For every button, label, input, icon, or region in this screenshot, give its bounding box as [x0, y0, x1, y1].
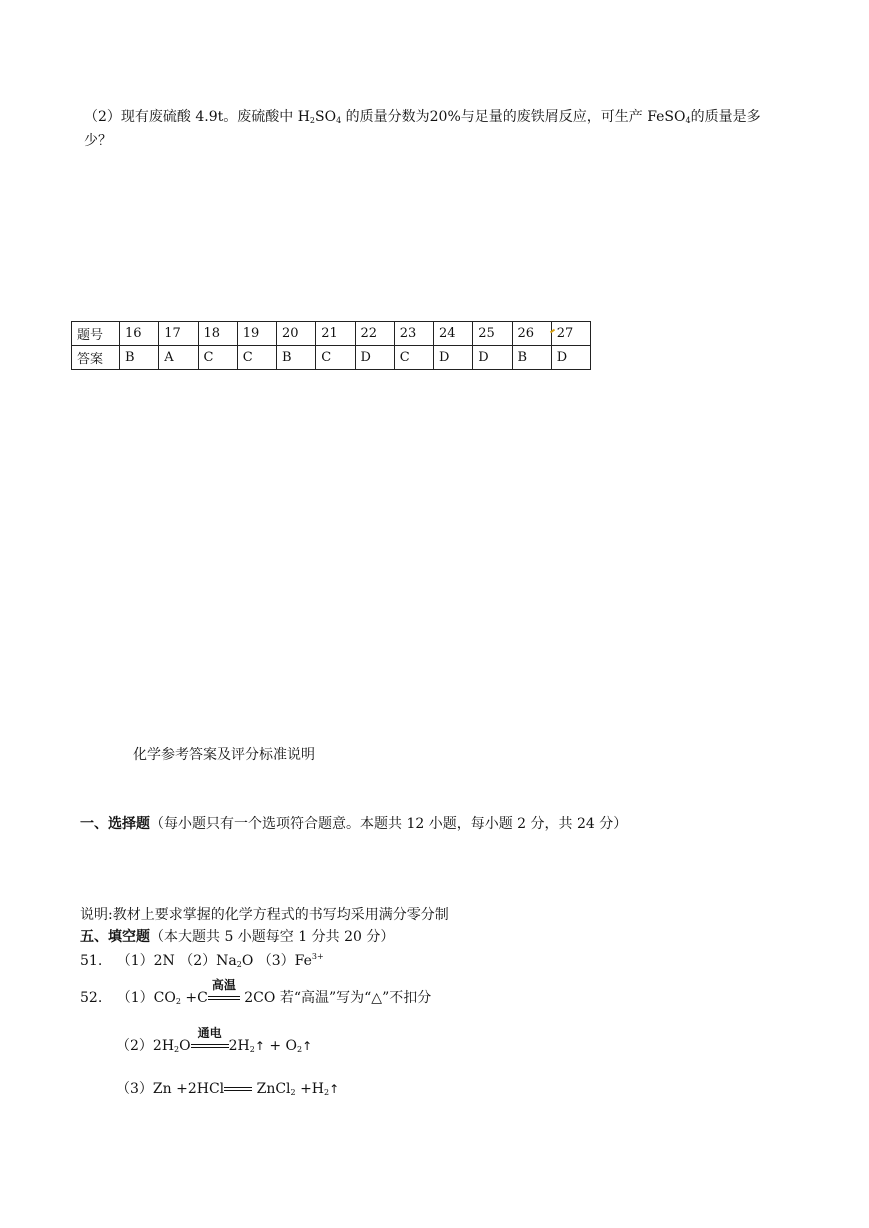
q52-3-text-b: ZnCl [252, 1081, 291, 1097]
section-1-heading: 一、选择题 [80, 816, 150, 832]
page-title: 化学参考答案及评分标准说明 [133, 747, 315, 763]
q52-sub: 2 [174, 1045, 180, 1054]
table-cell: B [120, 346, 159, 370]
question-51 [80, 950, 324, 970]
section-1-desc: （每小题只有一个选项符合题意。本题共 12 小题，每小题 2 分，共 24 分） [150, 816, 628, 832]
condition-label: 通电 [197, 1026, 222, 1040]
gas-arrow-icon: ↑ [254, 1039, 265, 1053]
question-52-line-3 [116, 1078, 339, 1098]
section-5-heading: 五、填空题 [80, 929, 150, 945]
table-answer-label: 答案 [72, 346, 120, 370]
section-5 [80, 926, 394, 946]
equals-sign [208, 996, 240, 1000]
q52-2-text-d: + O [264, 1038, 297, 1054]
table-cell: 18 [198, 322, 237, 346]
table-cell: 22 [355, 322, 394, 346]
table-cell: 19 [237, 322, 276, 346]
table-header-label: 题号 [72, 322, 120, 346]
q51-number: 51. [80, 953, 103, 969]
section-1 [80, 813, 627, 833]
answer-table [71, 321, 591, 370]
q2-sub: 4 [685, 116, 691, 125]
q2-text-a: （2）现有废硫酸 4.9t。废硫酸中 H [84, 109, 310, 125]
q52-sub: 2 [324, 1088, 330, 1097]
table-cell: A [159, 346, 198, 370]
table-cell: B [277, 346, 316, 370]
reaction-equals [224, 1081, 252, 1097]
table-cell: D [434, 346, 473, 370]
table-cell: C [394, 346, 433, 370]
q52-sub: 2 [249, 1045, 255, 1054]
question-52-line-1 [80, 978, 432, 1007]
q2-text-b: SO [315, 109, 337, 125]
q52-sub: 2 [297, 1045, 303, 1054]
condition-label: 高温 [211, 978, 236, 992]
q52-number: 52. [80, 990, 103, 1006]
q51-sup: 3+ [311, 952, 324, 961]
table-cell: C [198, 346, 237, 370]
table-cell: 24 [434, 322, 473, 346]
q52-sub: 2 [290, 1088, 296, 1097]
equals-sign [224, 1087, 252, 1091]
q52-3-text-a: （3）Zn +2HCl [116, 1081, 225, 1097]
table-cell-text: 27 [556, 326, 574, 341]
pen-mark-icon [550, 329, 555, 334]
table-cell: 21 [316, 322, 355, 346]
table-cell: D [473, 346, 512, 370]
table-cell: 25 [473, 322, 512, 346]
gas-arrow-icon: ↑ [329, 1082, 340, 1096]
table-cell [551, 322, 590, 346]
section-5-desc: （本大题共 5 小题每空 1 分共 20 分） [150, 929, 395, 945]
table-cell: 23 [394, 322, 433, 346]
q2-text-c: 的质量分数为20%与足量的废铁屑反应，可生产 FeSO [341, 109, 686, 125]
q51-text-a: （1）2N （2）Na [116, 953, 237, 969]
equals-sign [191, 1044, 229, 1048]
question-2-line-2: 少？ [84, 133, 112, 149]
q2-sub: 4 [336, 116, 342, 125]
q52-1-text-c: 2CO 若“高温”写为“△”不扣分 [239, 990, 432, 1006]
q52-2-text-a: （2）2H [116, 1038, 175, 1054]
q52-2-text-b: O [179, 1038, 191, 1054]
table-cell: 20 [277, 322, 316, 346]
reaction-condition [191, 1026, 229, 1054]
table-row-numbers [72, 322, 591, 346]
q52-sub: 2 [175, 997, 181, 1006]
question-52-line-2 [116, 1026, 313, 1055]
q51-sub: 2 [236, 960, 242, 969]
q52-3-text-c: +H [295, 1081, 325, 1097]
q2-sub: 2 [309, 116, 316, 125]
table-row-answers [72, 346, 591, 370]
table-cell: 26 [512, 322, 551, 346]
table-cell: 16 [120, 322, 159, 346]
q2-text-d: 的质量是多 [690, 109, 761, 125]
table-cell: 17 [159, 322, 198, 346]
q51-text-b: O （3）Fe [241, 953, 312, 969]
q52-1-text-b: +C [180, 990, 208, 1006]
table-cell: C [237, 346, 276, 370]
table-cell: D [551, 346, 590, 370]
table-cell: B [512, 346, 551, 370]
question-2-line-1 [84, 106, 761, 126]
q52-1-text-a: （1）CO [116, 990, 176, 1006]
grading-note: 说明:教材上要求掌握的化学方程式的书写均采用满分零分制 [80, 907, 449, 923]
table-cell: C [316, 346, 355, 370]
gas-arrow-icon: ↑ [302, 1039, 313, 1053]
q52-2-text-c: 2H [228, 1038, 250, 1054]
reaction-condition [208, 978, 240, 1006]
table-cell: D [355, 346, 394, 370]
